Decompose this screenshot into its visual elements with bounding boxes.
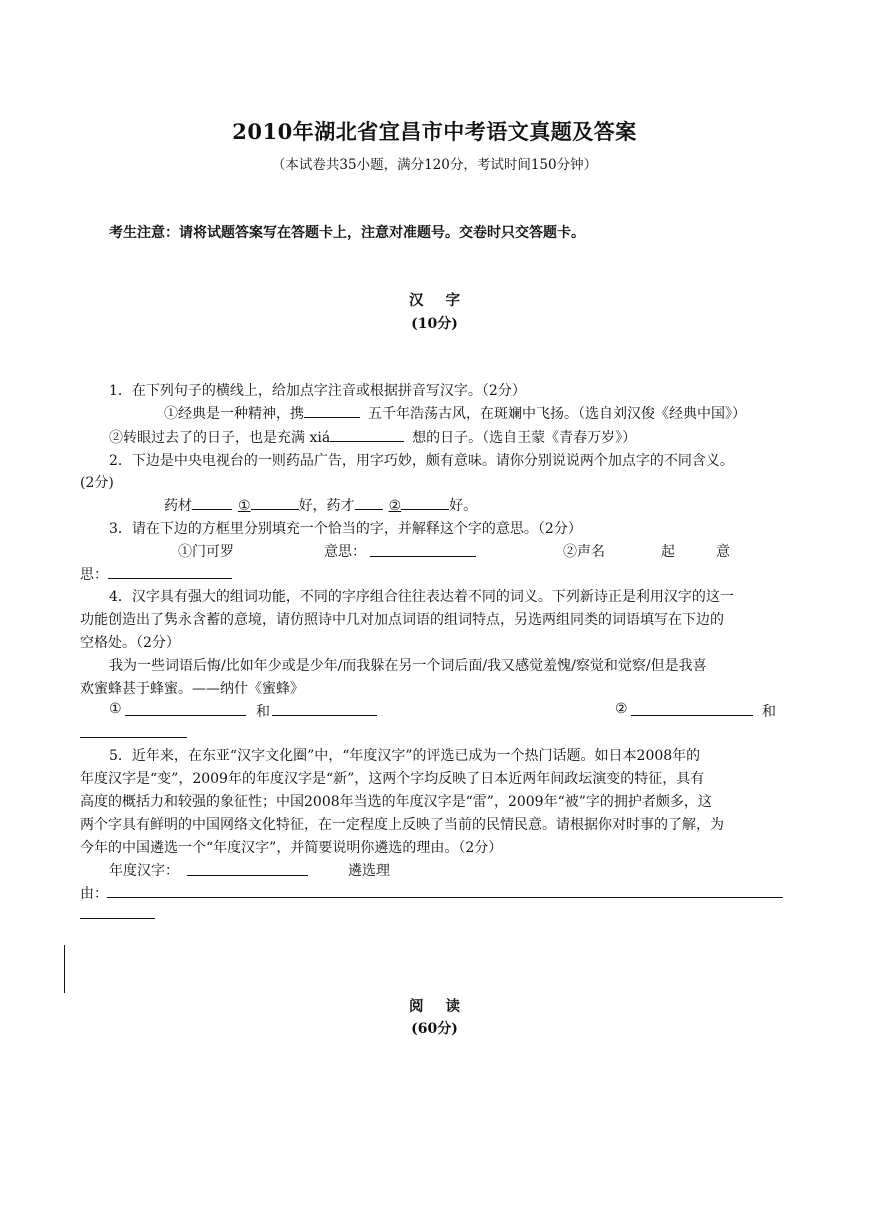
q2-score: (2分)	[80, 475, 114, 491]
q4-answer-1a-blank[interactable]	[125, 715, 246, 716]
q2-blank-0[interactable]	[192, 495, 232, 510]
q2-blank-2[interactable]	[355, 495, 383, 510]
q1-sentence-1	[164, 403, 746, 423]
section-title-reading: 阅读	[409, 998, 482, 1015]
q4-poem-line-1: 我为一些词语后悔/比如年少或是少年/而我躲在另一个词后面/我又感觉羞愧/察觉和觉察/但是我喜	[109, 658, 707, 674]
margin-bar	[64, 945, 65, 993]
q2-ad-line	[164, 495, 477, 515]
q5-reason-blank-2[interactable]	[80, 918, 155, 919]
q4-line-2: 功能创造出了隽永含蓄的意境，请仿照诗中几对加点词语的组词特点，另选两组同类的词语填写在下边的	[80, 612, 724, 628]
q3-stem: 3．请在下边的方框里分别填充一个恰当的字，并解释这个字的意思。（2分）	[109, 521, 582, 537]
q1-s1-text-b: 五千年浩荡古风，在斑斓中飞扬。（选自刘汉俊《经典中国》）	[368, 406, 746, 422]
candidate-notice: 考生注意：请将试题答案写在答题卡上，注意对准题号。交卷时只交答题卡。	[109, 225, 585, 241]
q4-line-3: 空格处。（2分）	[80, 635, 180, 651]
q2-ad-d: ②	[388, 498, 402, 514]
q4-answer-2a-blank[interactable]	[631, 715, 753, 716]
q4-and-1: 和	[256, 704, 270, 720]
q3-meaning-blank-2[interactable]	[108, 578, 232, 579]
exam-info: （本试卷共35小题，满分120分，考试时间150分钟）	[271, 157, 598, 173]
q1-blank-1[interactable]	[304, 403, 360, 418]
q2-blank-1[interactable]	[251, 495, 299, 510]
q5-reason-blank-1[interactable]	[107, 897, 783, 898]
q3-item-2: ②声名	[563, 544, 605, 560]
q3-meaning-label-1: 意思：	[324, 544, 366, 560]
q2-stem: 2．下边是中央电视台的一则药品广告，用字巧妙，颇有意味。请你分别说说两个加点字的不同含义。	[109, 453, 734, 469]
q3-item-2-yi: 意	[716, 544, 730, 560]
q2-ad-a: 药材	[164, 498, 192, 514]
q5-line-4: 两个字具有鲜明的中国网络文化特征，在一定程度上反映了当前的民情民意。请根据你对时事的了解，为	[80, 817, 724, 833]
q2-blank-3[interactable]	[401, 495, 449, 510]
q5-line-3: 高度的概括力和较强的象征性；中国2008年当选的年度汉字是“雷”，2009年“被”字的拥护者颇多，这	[80, 794, 712, 810]
section-score-hanzi: (10分)	[411, 316, 458, 332]
q4-and-2: 和	[762, 704, 776, 720]
q4-line-1: 4．汉字具有强大的组词功能，不同的字序组合往往表达着不同的词义。下列新诗正是利用汉字的这一	[109, 589, 734, 605]
q3-meaning-blank-1[interactable]	[370, 556, 476, 557]
q1-sentence-2	[109, 427, 636, 447]
q4-poem-line-2: 欢蜜蜂甚于蜂蜜。——纳什《蜜蜂》	[80, 681, 304, 697]
page-title: 2010年湖北省宜昌市中考语文真题及答案	[232, 119, 637, 144]
q5-line-5: 今年的中国遴选一个“年度汉字”，并简要说明你遴选的理由。（2分）	[80, 840, 503, 856]
q4-answer-1b-blank[interactable]	[272, 715, 377, 716]
q5-line-1: 5．近年来，在东亚“汉字文化圈”中，“年度汉字”的评选已成为一个热门话题。如日本2008年的	[109, 748, 701, 764]
q1-stem: 1．在下列句子的横线上，给加点字注音或根据拼音写汉字。（2分）	[109, 383, 526, 399]
q3-item-1: ①门可罗	[178, 544, 234, 560]
q5-year-char-blank[interactable]	[187, 875, 308, 876]
q5-line-2: 年度汉字是“变”，2009年的年度汉字是“新”，这两个字均反映了日本近两年间政坛演变的特征，具有	[80, 771, 705, 787]
q2-ad-e: 好。	[449, 498, 478, 514]
q5-year-char-label: 年度汉字：	[109, 863, 179, 879]
q1-s2-text-a: ②转眼过去了的日子，也是充满 xiá	[109, 430, 331, 446]
q3-meaning-label-2: 思：	[80, 567, 108, 583]
q3-item-2-qi: 起	[661, 544, 675, 560]
q1-blank-2[interactable]	[330, 427, 404, 442]
q1-s2-text-b: 想的日子。（选自王蒙《青春万岁》）	[412, 430, 637, 446]
section-title-hanzi: 汉字	[409, 292, 482, 309]
q2-ad-c: 好，药才	[298, 498, 355, 514]
q1-s1-text-a: ①经典是一种精神，携	[164, 406, 304, 422]
q2-ad-b: ①	[238, 498, 251, 514]
q4-answer-2-label: ②	[615, 701, 628, 717]
q5-reason-label-b: 由：	[80, 886, 108, 902]
q4-answer-2b-blank[interactable]	[80, 737, 187, 738]
q4-answer-1-label: ①	[109, 701, 122, 717]
section-score-reading: (60分)	[411, 1021, 458, 1037]
q5-reason-label-a: 遴选理	[348, 863, 390, 879]
